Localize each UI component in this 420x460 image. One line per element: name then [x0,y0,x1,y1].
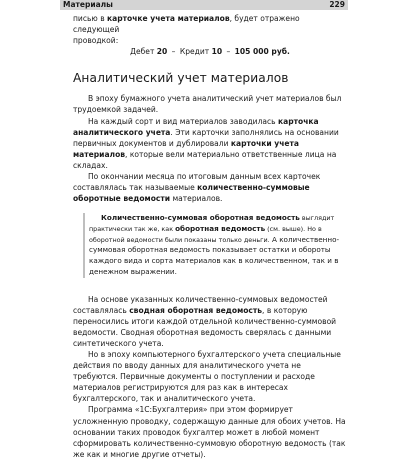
page-body [73,13,347,460]
paragraph: Но в эпоху компьютерного бухгалтерского учета специальные действия по вводу данных для аналитического учета не требуются. Первичные документы о поступлении и расходе материалов регистрируются для раз как в интересах бухгалтерского, так и аналитического учета. [73,350,341,404]
paragraph: В эпоху бумажного учета аналитический учет материалов был трудоемкой задачей. [73,94,342,115]
accounting-entry: Дебет 20 – Кредит 10 – 105 000 руб. [130,47,290,57]
sidebar-note: Количественно-суммовая оборотная ведомость выглядит практически так же, как оборотная ведомость (см. выше). Но в оборотной ведомости были показаны только деньги. А количественно-суммовая оборотная ведомость показывает остатки и обороты каждого вида и сорта материалов как в количественном, так и в денежном выражении. [83,213,347,277]
section-heading: Аналитический учет материалов [73,71,289,86]
paragraph-continuation: писью в карточке учета материалов, будет отражено следующей проводкой: [73,14,300,46]
running-header [60,0,348,10]
paragraph: По окончании месяца по итоговым данным всех карточек составлялась так называемые количественно-суммовые оборотные ведомости материалов. [73,172,321,204]
paragraph: На каждый сорт и вид материалов заводилась карточка аналитического учета. Эти карточки заполнялись на основании первичных документов и дублировали карточки учета материалов, которые вели материально ответственные лица на складах. [73,116,339,170]
section-title: Материалы [63,0,113,9]
bold-term: карточке учета материалов [107,14,230,23]
paragraph: Программа «1С:Бухгалтерия» при этом формирует усложненную проводку, содержащую данные для обоих учетов. На основании таких проводок бухгалтер может в любой момент сформировать количественно-суммовую оборотную ведомость (так же как и многие другие отчеты). [73,405,346,459]
paragraph: На основе указанных количественно-суммовых ведомостей составлялась сводная оборотная ведомость, в которую переносились итоги каждой отдельной количественно-суммовой ведомости. Сводная оборотная ведомость сверялась с данными синтетического учета. [73,294,337,348]
page-number: 229 [329,0,345,9]
